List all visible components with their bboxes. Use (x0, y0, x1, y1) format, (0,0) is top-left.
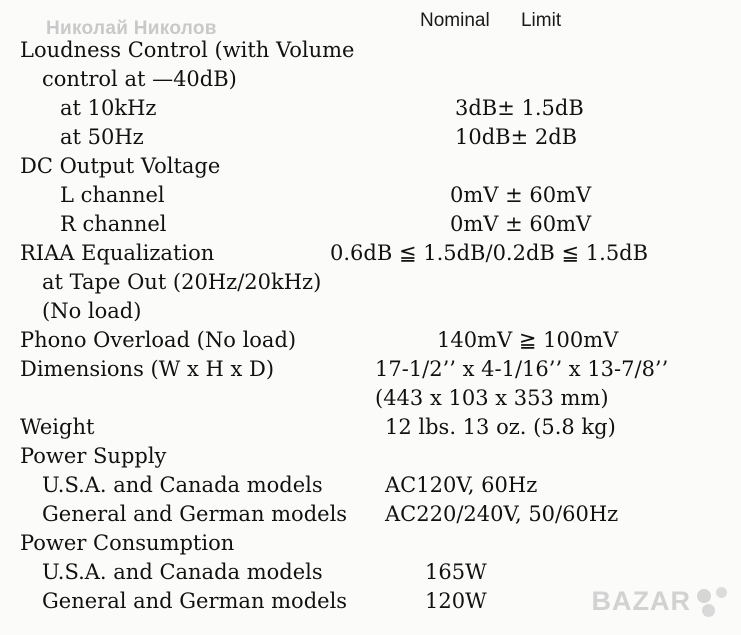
spec-value: 3dB± 1.5dB (455, 96, 584, 120)
spec-label: General and German models (42, 502, 348, 526)
spec-value: 12 lbs. 13 oz. (5.8 kg) (385, 415, 616, 439)
seller-name-watermark: Николай Николов (46, 18, 217, 39)
spec-label: at 50Hz (60, 125, 144, 149)
table-row (0, 123, 741, 152)
table-row (0, 65, 741, 94)
table-row (0, 94, 741, 123)
table-row (0, 181, 741, 210)
column-headers (420, 10, 720, 32)
table-row (0, 558, 741, 587)
spec-value: 10dB± 2dB (455, 125, 578, 149)
spec-value: 165W (425, 560, 487, 584)
table-row (0, 384, 741, 413)
table-row (0, 413, 741, 442)
spec-value: 120W (425, 589, 487, 613)
spec-label: U.S.A. and Canada models (42, 473, 323, 497)
spec-label: Weight (20, 415, 95, 439)
table-row (0, 297, 741, 326)
spec-row-list (0, 36, 741, 616)
spec-label: General and German models (42, 589, 348, 613)
spec-label: Loudness Control (with Volume (20, 38, 355, 62)
column-header-nominal: Nominal (420, 10, 490, 31)
table-row (0, 210, 741, 239)
table-row (0, 36, 741, 65)
bazar-watermark-text: BAZAR (591, 586, 691, 616)
table-row (0, 529, 741, 558)
spec-label: control at —40dB) (42, 67, 237, 91)
spec-label: Power Consumption (20, 531, 235, 555)
spec-value: 17-1/2’’ x 4-1/16’’ x 13-7/8’’ (375, 357, 669, 381)
table-row (0, 442, 741, 471)
spec-value: (443 x 103 x 353 mm) (375, 386, 609, 410)
bazar-logo-icon (697, 587, 727, 617)
spec-value: 0mV ± 60mV (450, 183, 592, 207)
spec-value: 0.6dB ≦ 1.5dB/0.2dB ≦ 1.5dB (330, 241, 649, 265)
spec-label: Power Supply (20, 444, 167, 468)
spec-label: R channel (60, 212, 167, 236)
spec-label: DC Output Voltage (20, 154, 221, 178)
spec-value: AC220/240V, 50/60Hz (385, 502, 619, 526)
spec-value: 0mV ± 60mV (450, 212, 592, 236)
table-row (0, 152, 741, 181)
table-row (0, 500, 741, 529)
spec-label: (No load) (42, 299, 142, 323)
table-row (0, 326, 741, 355)
table-row (0, 355, 741, 384)
spec-label: Phono Overload (No load) (20, 328, 297, 352)
spec-label: Dimensions (W x H x D) (20, 357, 275, 381)
column-header-limit: Limit (520, 10, 562, 31)
spec-value: 140mV ≧ 100mV (437, 328, 619, 352)
spec-label: U.S.A. and Canada models (42, 560, 323, 584)
table-row (0, 239, 741, 268)
spec-value: AC120V, 60Hz (385, 473, 538, 497)
bazar-watermark (592, 586, 728, 617)
spec-label: RIAA Equalization (20, 241, 215, 265)
spec-label: at Tape Out (20Hz/20kHz) (42, 270, 322, 294)
spec-label: L channel (60, 183, 165, 207)
table-row (0, 471, 741, 500)
spec-label: at 10kHz (60, 96, 157, 120)
table-row (0, 268, 741, 297)
